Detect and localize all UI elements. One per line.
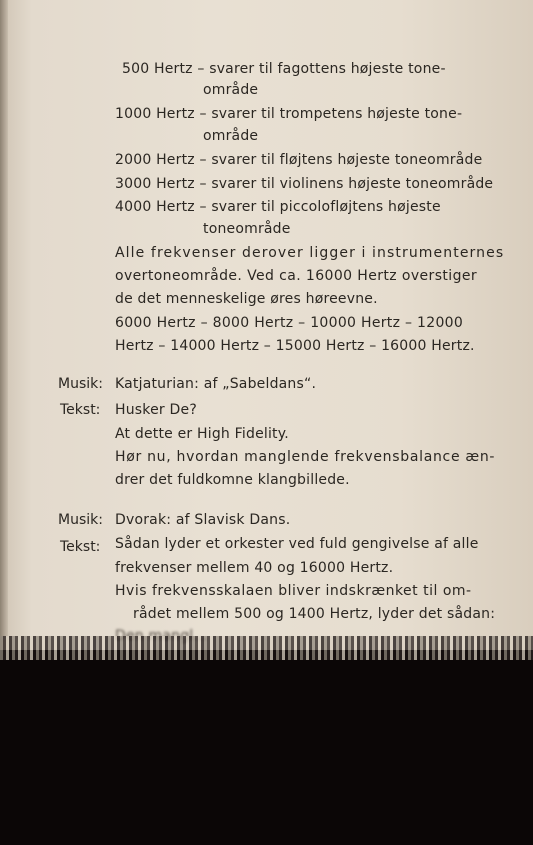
freq-line-1000: 1000 Hertz – svarer til trompetens højeste tone- <box>115 106 463 122</box>
freq-line-500: 500 Hertz – svarer til fagottens højeste tone- <box>122 61 446 77</box>
tekst2-line-2: frekvenser mellem 40 og 16000 Hertz. <box>115 560 394 576</box>
tekst2-line-1: Sådan lyder et orkester ved fuld gengivelse af alle <box>115 536 479 552</box>
freq-line-4000-cont: toneområde <box>203 221 291 237</box>
page-torn-edge <box>0 636 533 660</box>
musik-text-1: Katjaturian: af „Sabeldans“. <box>115 376 317 392</box>
tekst2-line-4: rådet mellem 500 og 1400 Hertz, lyder det sådan: <box>133 606 496 622</box>
tekst1-line-3: Hør nu, hvordan manglende frekvensbalance æn- <box>115 449 496 465</box>
tekst-label-1: Tekst: <box>60 402 101 418</box>
page-spine <box>0 0 8 650</box>
freq-line-500-cont: område <box>203 82 259 98</box>
tekst2-line-3: Hvis frekvensskalaen bliver indskrænket til om- <box>115 583 472 599</box>
freq-line-3000: 3000 Hertz – svarer til violinens højeste toneområde <box>115 176 494 192</box>
freq-line-4000: 4000 Hertz – svarer til piccolofløjtens højeste <box>115 199 441 215</box>
musik-label-1: Musik: <box>58 376 103 392</box>
freq-sequence-line-1: 6000 Hertz – 8000 Hertz – 10000 Hertz – 12000 <box>115 315 464 331</box>
tekst1-line-4: drer det fuldkomne klangbillede. <box>115 472 350 488</box>
paragraph-line-1: Alle frekvenser derover ligger i instrumenternes <box>115 245 505 261</box>
musik-label-2: Musik: <box>58 512 103 528</box>
tekst-label-2: Tekst: <box>60 539 101 555</box>
freq-line-1000-cont: område <box>203 128 259 144</box>
freq-sequence-line-2: Hertz – 14000 Hertz – 15000 Hertz – 16000 Hertz. <box>115 338 475 354</box>
paragraph-line-3: de det menneskelige øres høreevne. <box>115 291 378 307</box>
freq-line-2000: 2000 Hertz – svarer til fløjtens højeste toneområde <box>115 152 483 168</box>
tekst1-line-1: Husker De? <box>115 402 197 418</box>
musik-text-2: Dvorak: af Slavisk Dans. <box>115 512 291 528</box>
paragraph-line-2: overtoneområde. Ved ca. 16000 Hertz overstiger <box>115 268 478 284</box>
tekst1-line-2: At dette er High Fidelity. <box>115 426 289 442</box>
